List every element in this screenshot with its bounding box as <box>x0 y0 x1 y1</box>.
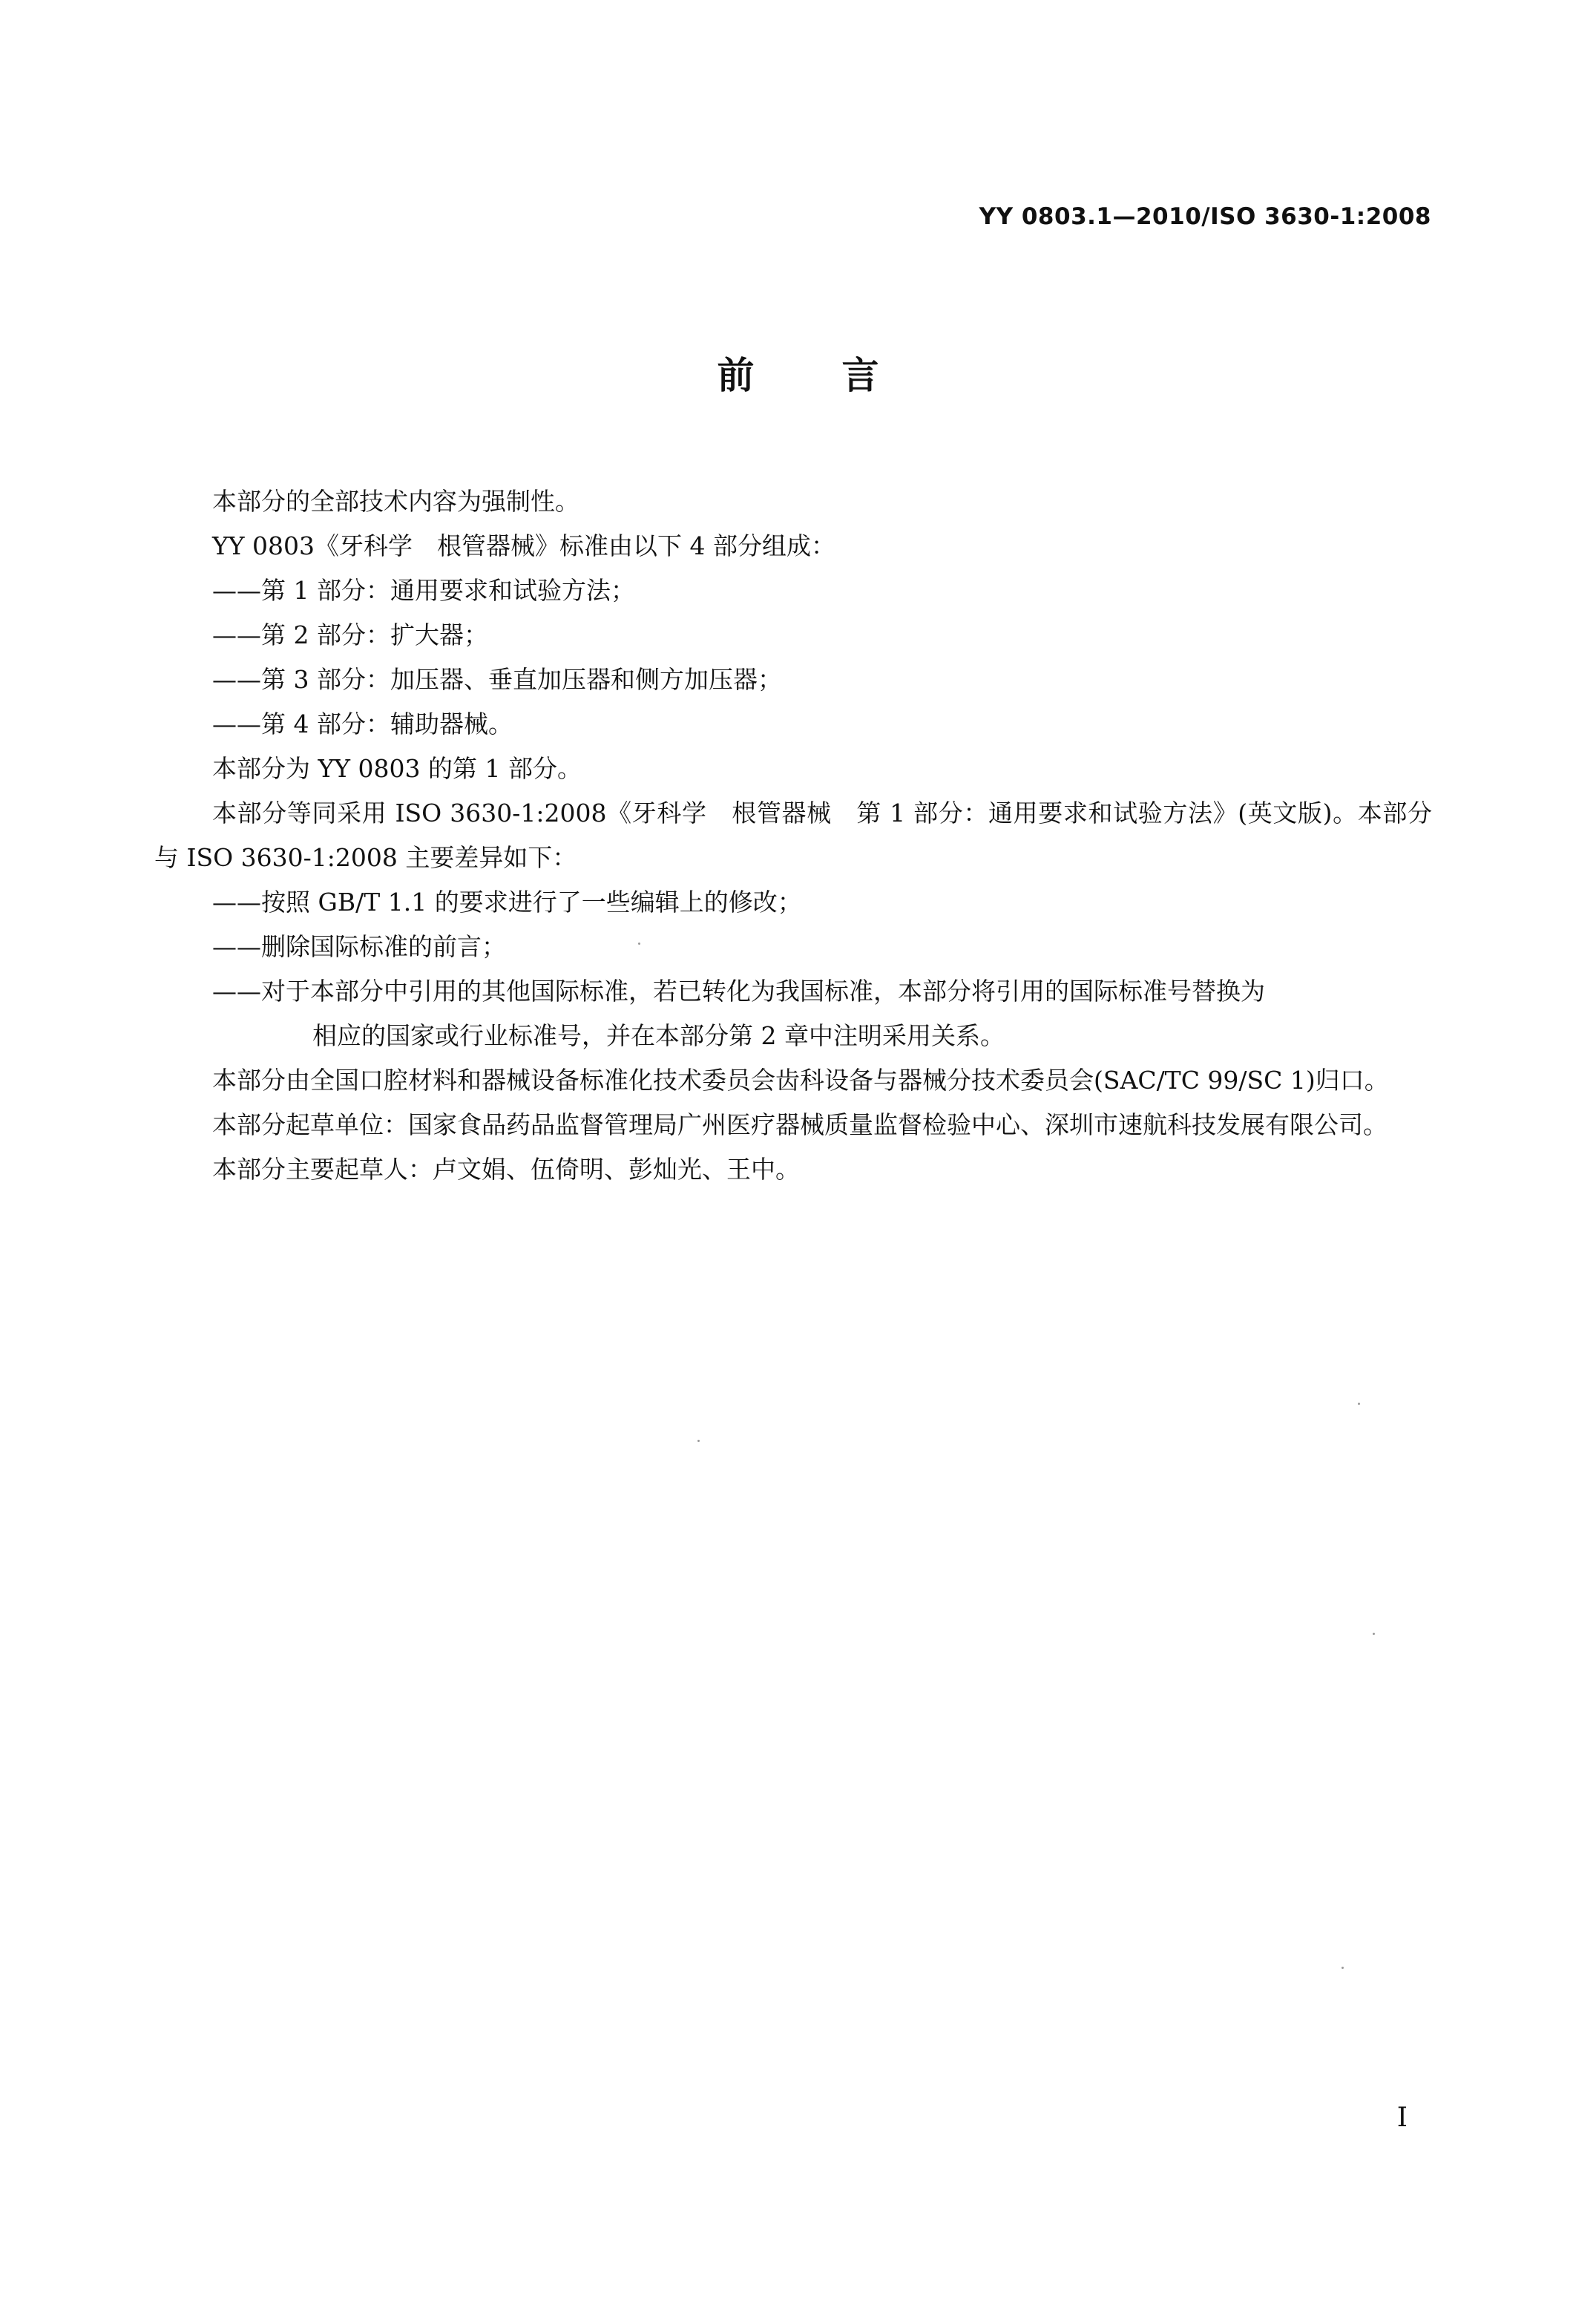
list-item-part-3: ——第 3 部分：加压器、垂直加压器和侧方加压器； <box>212 665 782 694</box>
paragraph-drafters: 本部分主要起草人：卢文娟、伍倚明、彭灿光、王中。 <box>212 1155 800 1184</box>
list-item-part-2: ——第 2 部分：扩大器； <box>212 620 488 649</box>
scan-speck <box>697 1440 700 1442</box>
list-item-difference-1: ——按照 GB/T 1.1 的要求进行了一些编辑上的修改； <box>212 888 802 917</box>
page-title: 前言 <box>717 354 967 397</box>
list-item-difference-3-line2: 相应的国家或行业标准号，并在本部分第 2 章中注明采用关系。 <box>312 1021 1005 1050</box>
paragraph-this-part: 本部分为 YY 0803 的第 1 部分。 <box>212 754 582 783</box>
scan-speck <box>1373 1633 1375 1635</box>
paragraph-responsible-committee: 本部分由全国口腔材料和器械设备标准化技术委员会齿科设备与器械分技术委员会(SAC/TC 99/SC 1)归口。 <box>212 1066 1389 1095</box>
page-number: I <box>1396 2102 1408 2133</box>
document-body <box>154 479 1432 1192</box>
list-item-difference-3-line1: ——对于本部分中引用的其他国际标准，若已转化为我国标准，本部分将引用的国际标准号替换为 <box>212 977 1265 1006</box>
paragraph-drafting-units: 本部分起草单位：国家食品药品监督管理局广州医疗器械质量监督检验中心、深圳市速航科技发展有限公司。 <box>212 1110 1388 1139</box>
list-item-part-1: ——第 1 部分：通用要求和试验方法； <box>212 576 635 605</box>
scan-speck <box>1342 1967 1344 1969</box>
list-item-part-4: ——第 4 部分：辅助器械。 <box>212 709 513 738</box>
list-item-difference-3 <box>154 969 1432 1058</box>
scan-speck <box>1358 1403 1360 1405</box>
scan-speck <box>638 943 640 945</box>
paragraph-mandatory-note: 本部分的全部技术内容为强制性。 <box>212 487 579 516</box>
paragraph-equivalence: 本部分等同采用 ISO 3630-1:2008《牙科学 根管器械 第 1 部分：通用要求和试验方法》(英文版)。本部分与 ISO 3630-1:2008 主要差异如下： <box>154 799 1432 872</box>
paragraph-parts-intro: YY 0803《牙科学 根管器械》标准由以下 4 部分组成： <box>212 531 836 560</box>
list-item-difference-2: ——删除国际标准的前言； <box>212 932 506 961</box>
standard-code-header: YY 0803.1—2010/ISO 3630-1:2008 <box>979 203 1431 230</box>
